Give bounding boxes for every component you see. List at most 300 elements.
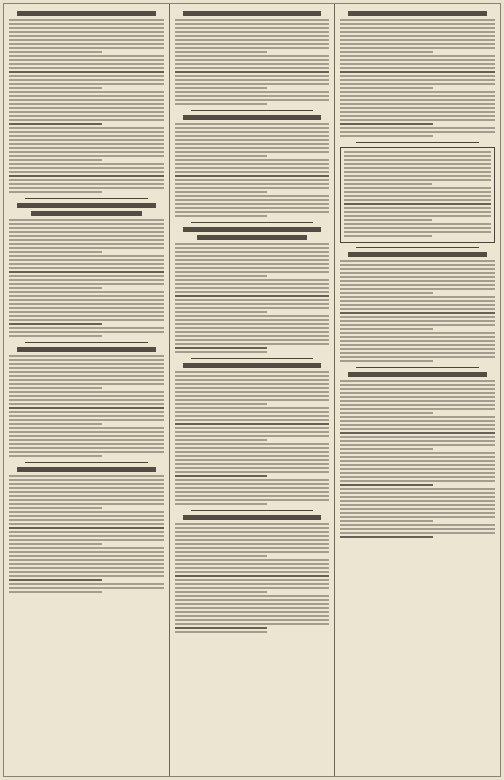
- text-line: [9, 415, 164, 417]
- text-line: [9, 479, 164, 481]
- text-line: [175, 567, 330, 569]
- text-line: [175, 323, 330, 325]
- text-line: [9, 19, 164, 21]
- text-line: [340, 35, 495, 37]
- column-left: [4, 4, 169, 776]
- text-line: [344, 235, 432, 237]
- text-line: [175, 555, 268, 557]
- text-line: [340, 432, 495, 434]
- text-line: [9, 511, 164, 513]
- text-line: [9, 587, 164, 589]
- text-line: [9, 547, 164, 549]
- text-line: [340, 300, 495, 302]
- text-line: [9, 131, 164, 133]
- article: [340, 252, 495, 362]
- text-line: [9, 43, 164, 45]
- text-line: [9, 447, 164, 449]
- article: [9, 467, 164, 593]
- text-line: [175, 371, 330, 373]
- text-line: [340, 43, 495, 45]
- text-line: [175, 27, 330, 29]
- text-line: [175, 267, 330, 269]
- text-line: [175, 59, 330, 61]
- text-line: [9, 363, 164, 365]
- text-line: [340, 436, 495, 438]
- text-line: [340, 284, 495, 286]
- text-line: [175, 159, 330, 161]
- text-line: [340, 452, 495, 454]
- text-line: [340, 496, 495, 498]
- text-line: [9, 191, 102, 193]
- article: [175, 227, 330, 353]
- text-line: [340, 115, 495, 117]
- text-line: [340, 280, 495, 282]
- text-line: [340, 67, 495, 69]
- text-line: [340, 356, 495, 358]
- text-line: [340, 404, 495, 406]
- text-line: [340, 480, 495, 482]
- text-line: [340, 468, 495, 470]
- text-line: [175, 75, 330, 77]
- article-headline: [17, 11, 156, 16]
- text-line: [340, 524, 495, 526]
- text-line: [9, 227, 164, 229]
- article-headline: [197, 235, 308, 240]
- text-line: [340, 520, 433, 522]
- text-line: [340, 127, 495, 129]
- text-line: [340, 512, 495, 514]
- text-line: [9, 187, 164, 189]
- text-line: [175, 527, 330, 529]
- text-line: [344, 155, 491, 157]
- text-line: [9, 255, 164, 257]
- text-line: [175, 143, 330, 145]
- text-line: [175, 43, 330, 45]
- text-line: [175, 167, 330, 169]
- text-line: [340, 516, 495, 518]
- text-line: [175, 603, 330, 605]
- text-line: [175, 439, 268, 441]
- text-line: [344, 231, 491, 233]
- text-line: [175, 315, 330, 317]
- text-line: [175, 623, 330, 625]
- text-line: [175, 199, 330, 201]
- text-line: [340, 312, 495, 314]
- text-line: [175, 35, 330, 37]
- text-line: [175, 475, 268, 477]
- text-line: [175, 563, 330, 565]
- text-line: [340, 99, 495, 101]
- text-line: [175, 591, 268, 593]
- text-line: [175, 391, 330, 393]
- section-divider: [356, 367, 479, 368]
- text-line: [9, 31, 164, 33]
- text-line: [9, 23, 164, 25]
- text-line: [340, 83, 495, 85]
- text-line: [175, 287, 330, 289]
- article: [9, 203, 164, 337]
- text-line: [175, 455, 330, 457]
- text-line: [175, 147, 330, 149]
- text-line: [9, 303, 164, 305]
- text-line: [9, 263, 164, 265]
- text-line: [9, 259, 164, 261]
- text-line: [175, 279, 330, 281]
- text-line: [9, 331, 164, 333]
- text-line: [9, 271, 164, 273]
- text-line: [9, 119, 164, 121]
- text-line: [340, 528, 495, 530]
- text-line: [340, 268, 495, 270]
- text-line: [340, 484, 433, 486]
- article: [9, 11, 164, 193]
- text-line: [175, 443, 330, 445]
- text-line: [340, 264, 495, 266]
- text-line: [175, 543, 330, 545]
- newspaper-page: [3, 3, 501, 777]
- text-line: [9, 391, 164, 393]
- text-line: [9, 395, 164, 397]
- text-line: [175, 87, 268, 89]
- text-line: [9, 315, 164, 317]
- text-line: [175, 151, 330, 153]
- text-line: [175, 255, 330, 257]
- text-line: [344, 159, 491, 161]
- text-line: [175, 131, 330, 133]
- text-line: [9, 231, 164, 233]
- text-line: [9, 39, 164, 41]
- text-line: [9, 51, 102, 53]
- text-line: [9, 407, 164, 409]
- text-line: [9, 63, 164, 65]
- text-line: [340, 316, 495, 318]
- article-headline: [183, 115, 322, 120]
- text-line: [9, 47, 164, 49]
- text-line: [340, 396, 495, 398]
- text-line: [175, 611, 330, 613]
- text-line: [175, 303, 330, 305]
- text-line: [9, 579, 102, 581]
- text-line: [175, 91, 330, 93]
- text-line: [340, 95, 495, 97]
- text-line: [340, 23, 495, 25]
- text-line: [9, 539, 164, 541]
- section-divider: [25, 342, 148, 343]
- text-line: [175, 95, 330, 97]
- article-headline: [17, 203, 156, 208]
- text-line: [175, 547, 330, 549]
- text-line: [9, 107, 164, 109]
- text-line: [344, 183, 432, 185]
- text-line: [175, 463, 330, 465]
- text-line: [9, 115, 164, 117]
- text-line: [340, 464, 495, 466]
- text-line: [340, 352, 495, 354]
- text-line: [340, 500, 495, 502]
- text-line: [175, 71, 330, 73]
- text-line: [175, 319, 330, 321]
- text-line: [175, 467, 330, 469]
- text-line: [9, 443, 164, 445]
- text-line: [9, 591, 102, 593]
- section-divider: [191, 110, 314, 111]
- section-divider: [191, 510, 314, 511]
- text-line: [175, 207, 330, 209]
- text-line: [9, 287, 102, 289]
- text-line: [340, 324, 495, 326]
- text-line: [344, 203, 491, 205]
- text-line: [340, 532, 495, 534]
- text-line: [175, 19, 330, 21]
- text-line: [175, 539, 330, 541]
- text-line: [9, 483, 164, 485]
- text-line: [9, 523, 164, 525]
- text-line: [175, 291, 330, 293]
- text-line: [175, 383, 330, 385]
- text-line: [175, 327, 330, 329]
- text-line: [175, 587, 330, 589]
- text-line: [175, 179, 330, 181]
- text-line: [175, 187, 330, 189]
- text-line: [175, 283, 330, 285]
- text-line: [9, 163, 164, 165]
- column-right: [334, 4, 500, 776]
- text-line: [340, 408, 495, 410]
- article: [175, 11, 330, 105]
- text-line: [175, 191, 268, 193]
- article-headline: [348, 372, 487, 377]
- text-line: [9, 311, 164, 313]
- text-line: [9, 307, 164, 309]
- text-line: [9, 135, 164, 137]
- text-line: [340, 260, 495, 262]
- text-line: [9, 559, 164, 561]
- text-line: [340, 87, 433, 89]
- text-line: [9, 111, 164, 113]
- text-line: [9, 179, 164, 181]
- text-line: [9, 567, 164, 569]
- text-line: [9, 55, 164, 57]
- text-line: [9, 79, 164, 81]
- text-line: [9, 83, 164, 85]
- text-line: [175, 127, 330, 129]
- text-line: [340, 272, 495, 274]
- text-line: [340, 400, 495, 402]
- text-line: [344, 211, 491, 213]
- text-line: [175, 251, 330, 253]
- section-divider: [356, 142, 479, 143]
- text-line: [9, 519, 164, 521]
- section-divider: [191, 222, 314, 223]
- text-line: [175, 459, 330, 461]
- text-line: [175, 263, 330, 265]
- text-line: [175, 99, 330, 101]
- text-line: [9, 239, 164, 241]
- text-line: [9, 319, 164, 321]
- text-line: [175, 175, 330, 177]
- text-line: [9, 495, 164, 497]
- text-line: [175, 331, 330, 333]
- text-line: [340, 416, 495, 418]
- text-line: [340, 296, 495, 298]
- text-line: [344, 167, 491, 169]
- text-line: [9, 439, 164, 441]
- text-line: [344, 179, 491, 181]
- text-line: [9, 279, 164, 281]
- text-line: [175, 47, 330, 49]
- text-line: [9, 323, 102, 325]
- article: [340, 11, 495, 137]
- text-line: [340, 119, 495, 121]
- text-line: [175, 607, 330, 609]
- text-line: [175, 259, 330, 261]
- text-line: [340, 71, 495, 73]
- text-line: [175, 583, 330, 585]
- text-line: [9, 371, 164, 373]
- text-line: [9, 419, 164, 421]
- text-line: [9, 243, 164, 245]
- text-line: [340, 380, 495, 382]
- article-headline: [183, 515, 322, 520]
- text-line: [340, 384, 495, 386]
- text-line: [340, 336, 495, 338]
- text-line: [340, 63, 495, 65]
- text-line: [344, 199, 491, 201]
- text-line: [344, 171, 491, 173]
- text-line: [175, 379, 330, 381]
- text-line: [175, 67, 330, 69]
- text-line: [175, 579, 330, 581]
- text-line: [340, 123, 433, 125]
- text-line: [175, 23, 330, 25]
- text-line: [9, 139, 164, 141]
- article-headline: [348, 252, 487, 257]
- text-line: [340, 304, 495, 306]
- text-line: [344, 215, 491, 217]
- text-line: [340, 131, 495, 133]
- text-line: [175, 491, 330, 493]
- text-line: [175, 395, 330, 397]
- text-line: [9, 555, 164, 557]
- text-line: [175, 123, 330, 125]
- text-line: [9, 487, 164, 489]
- text-line: [340, 360, 433, 362]
- text-line: [9, 175, 164, 177]
- text-line: [340, 388, 495, 390]
- text-line: [175, 451, 330, 453]
- text-line: [9, 535, 164, 537]
- text-line: [9, 59, 164, 61]
- text-line: [340, 340, 495, 342]
- text-line: [9, 27, 164, 29]
- text-line: [9, 491, 164, 493]
- text-line: [175, 595, 330, 597]
- text-line: [175, 631, 268, 633]
- text-line: [9, 167, 164, 169]
- section-divider: [25, 198, 148, 199]
- text-line: [340, 456, 495, 458]
- text-line: [340, 348, 495, 350]
- text-line: [9, 583, 164, 585]
- text-line: [9, 219, 164, 221]
- text-line: [340, 51, 433, 53]
- text-line: [175, 211, 330, 213]
- text-line: [344, 219, 432, 221]
- text-line: [340, 492, 495, 494]
- text-line: [344, 187, 491, 189]
- text-line: [175, 483, 330, 485]
- text-line: [340, 320, 495, 322]
- text-line: [9, 515, 164, 517]
- text-line: [9, 423, 102, 425]
- text-line: [340, 508, 495, 510]
- text-line: [9, 147, 164, 149]
- text-line: [175, 171, 330, 173]
- text-line: [175, 487, 330, 489]
- text-line: [175, 299, 330, 301]
- text-line: [340, 428, 495, 430]
- text-line: [9, 503, 164, 505]
- text-line: [175, 39, 330, 41]
- text-line: [340, 460, 495, 462]
- text-line: [340, 448, 433, 450]
- article-headline: [17, 467, 156, 472]
- text-line: [344, 175, 491, 177]
- text-line: [340, 135, 433, 137]
- text-line: [9, 67, 164, 69]
- article: [9, 347, 164, 457]
- text-line: [175, 335, 330, 337]
- text-line: [340, 79, 495, 81]
- column-middle: [169, 4, 335, 776]
- text-line: [175, 571, 330, 573]
- article: [340, 147, 495, 243]
- text-line: [9, 543, 102, 545]
- text-line: [9, 403, 164, 405]
- text-line: [340, 59, 495, 61]
- text-line: [9, 335, 102, 337]
- text-line: [340, 288, 495, 290]
- text-line: [9, 383, 164, 385]
- text-line: [175, 155, 268, 157]
- text-line: [175, 471, 330, 473]
- text-line: [9, 283, 164, 285]
- text-line: [340, 292, 433, 294]
- text-line: [175, 295, 330, 297]
- article-headline: [183, 227, 322, 232]
- text-line: [9, 451, 164, 453]
- text-line: [340, 19, 495, 21]
- text-line: [9, 455, 102, 457]
- text-line: [175, 311, 268, 313]
- text-line: [9, 95, 164, 97]
- text-line: [175, 427, 330, 429]
- text-line: [175, 435, 330, 437]
- text-line: [175, 63, 330, 65]
- text-line: [175, 195, 330, 197]
- text-line: [340, 476, 495, 478]
- text-line: [340, 472, 495, 474]
- text-line: [175, 51, 268, 53]
- text-line: [175, 419, 330, 421]
- text-line: [9, 563, 164, 565]
- text-line: [175, 339, 330, 341]
- text-line: [175, 31, 330, 33]
- text-line: [340, 536, 433, 538]
- article: [175, 363, 330, 505]
- article-headline: [31, 211, 142, 216]
- article-headline: [183, 363, 322, 368]
